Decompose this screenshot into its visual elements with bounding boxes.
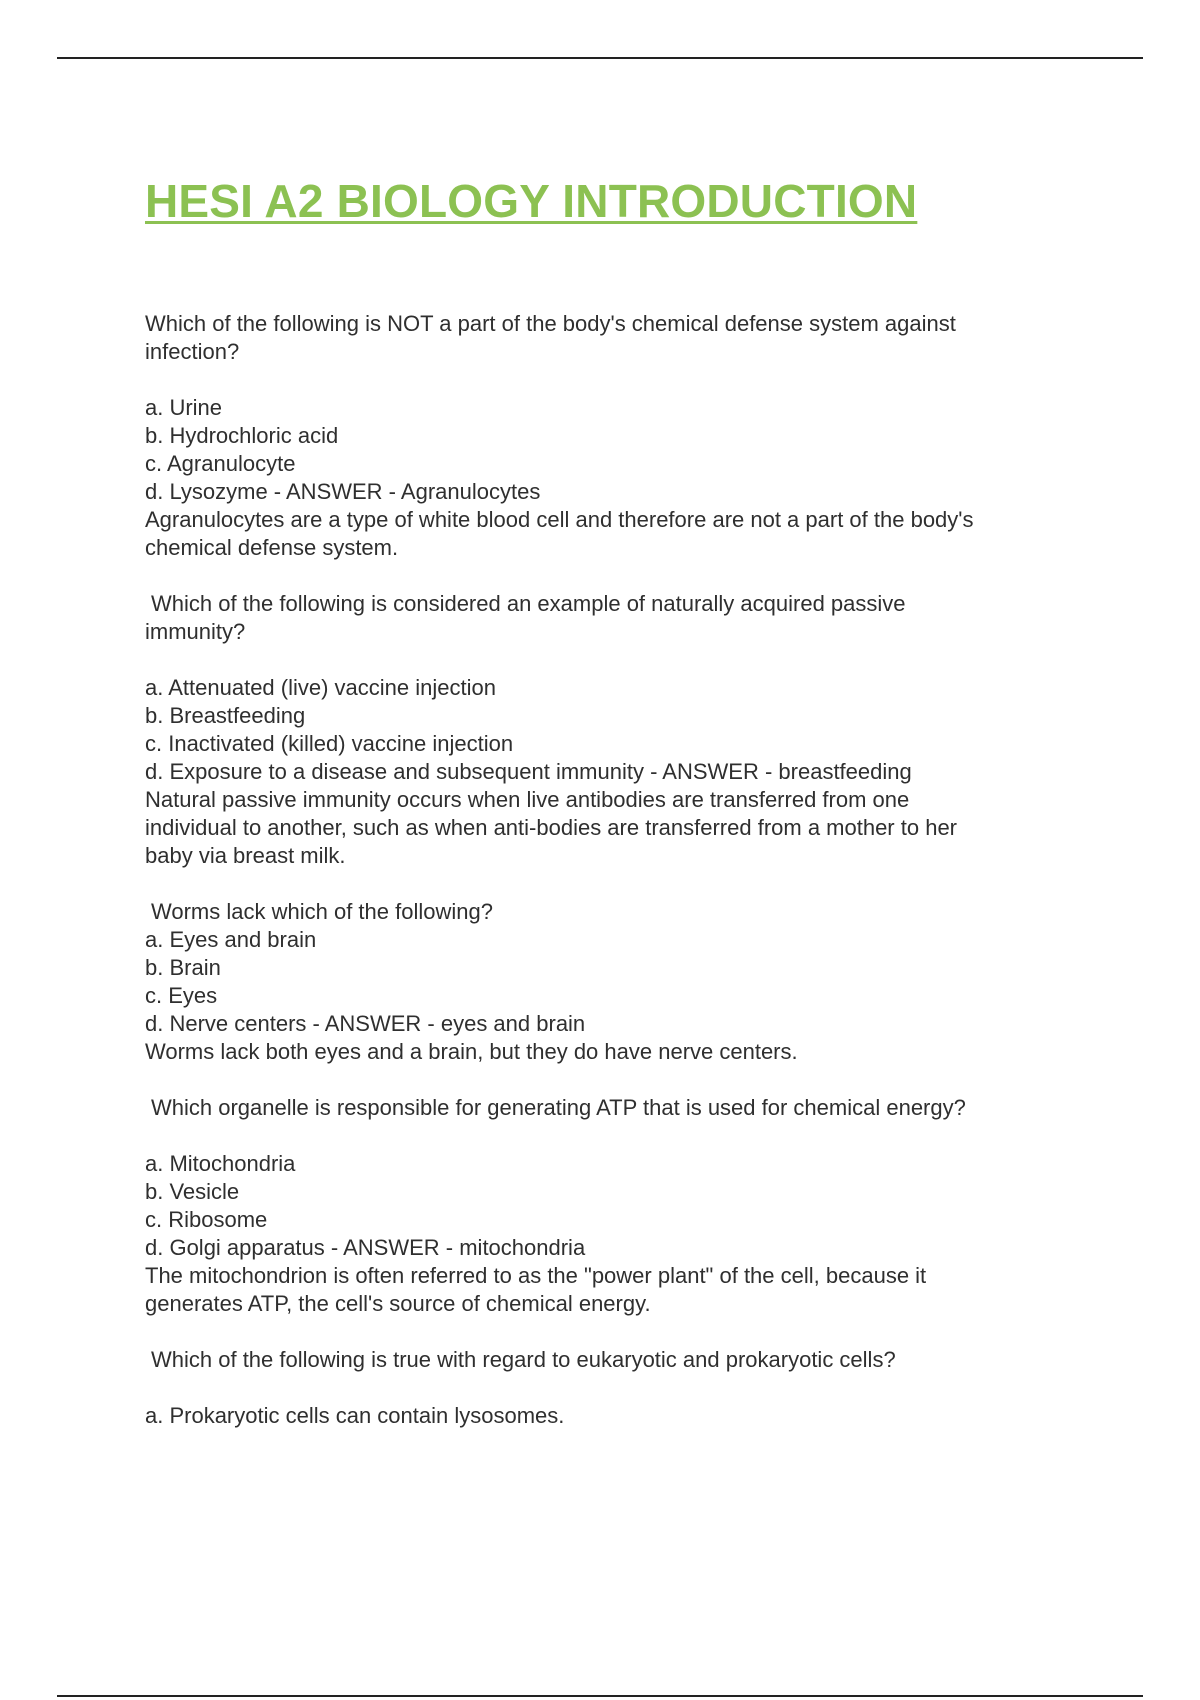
answer-option: c. Eyes xyxy=(145,983,218,1008)
answer-option: a. Eyes and brain xyxy=(145,927,317,952)
answer-option: c. Agranulocyte xyxy=(145,451,296,476)
explanation-text: Agranulocytes are a type of white blood cell and therefore are not a part of the body's xyxy=(145,507,974,532)
answer-option: a. Prokaryotic cells can contain lysosomes. xyxy=(145,1403,565,1428)
answer-option: a. Attenuated (live) vaccine injection xyxy=(145,675,496,700)
question-text: infection? xyxy=(145,339,240,364)
explanation-text: individual to another, such as when anti-bodies are transferred from a mother to her xyxy=(145,815,958,840)
question-block xyxy=(145,898,1065,1066)
spacer xyxy=(145,1374,1065,1402)
answer-option: c. Inactivated (killed) vaccine injection xyxy=(145,731,514,756)
explanation-text: baby via breast milk. xyxy=(145,843,346,868)
answer-option: b. Breastfeeding xyxy=(145,703,306,728)
bottom-rule xyxy=(57,1695,1143,1697)
explanation-text: chemical defense system. xyxy=(145,535,399,560)
answer-option: b. Vesicle xyxy=(145,1179,240,1204)
document-body xyxy=(145,310,1065,1430)
answer-option: c. Ribosome xyxy=(145,1207,268,1232)
answer-option: b. Brain xyxy=(145,955,221,980)
spacer xyxy=(145,1318,1065,1346)
question-block xyxy=(145,310,1065,562)
question-block xyxy=(145,1346,1065,1430)
question-block xyxy=(145,590,1065,870)
answer-option: d. Lysozyme - ANSWER - Agranulocytes xyxy=(145,479,541,504)
explanation-text: Worms lack both eyes and a brain, but they do have nerve centers. xyxy=(145,1039,798,1064)
explanation-text: Natural passive immunity occurs when live antibodies are transferred from one xyxy=(145,787,910,812)
explanation-text: The mitochondrion is often referred to as the "power plant" of the cell, because it xyxy=(145,1263,927,1288)
question-text: Which of the following is true with regard to eukaryotic and prokaryotic cells? xyxy=(151,1347,896,1372)
top-rule xyxy=(57,57,1143,59)
answer-option: d. Exposure to a disease and subsequent immunity - ANSWER - breastfeeding xyxy=(145,759,912,784)
spacer xyxy=(145,646,1065,674)
question-block xyxy=(145,1094,1065,1318)
question-text: immunity? xyxy=(145,619,246,644)
spacer xyxy=(145,1066,1065,1094)
question-text: Which of the following is considered an example of naturally acquired passive xyxy=(151,591,906,616)
question-text: Which organelle is responsible for generating ATP that is used for chemical energy? xyxy=(151,1095,966,1120)
spacer xyxy=(145,366,1065,394)
spacer xyxy=(145,1122,1065,1150)
answer-option: d. Nerve centers - ANSWER - eyes and brain xyxy=(145,1011,586,1036)
answer-option: d. Golgi apparatus - ANSWER - mitochondria xyxy=(145,1235,586,1260)
answer-option: b. Hydrochloric acid xyxy=(145,423,339,448)
explanation-text: generates ATP, the cell's source of chemical energy. xyxy=(145,1291,651,1316)
question-text: Worms lack which of the following? xyxy=(151,899,493,924)
spacer xyxy=(145,870,1065,898)
document-title: HESI A2 BIOLOGY INTRODUCTION xyxy=(145,175,918,227)
spacer xyxy=(145,562,1065,590)
question-text: Which of the following is NOT a part of the body's chemical defense system against xyxy=(145,311,956,336)
answer-option: a. Mitochondria xyxy=(145,1151,296,1176)
answer-option: a. Urine xyxy=(145,395,223,420)
